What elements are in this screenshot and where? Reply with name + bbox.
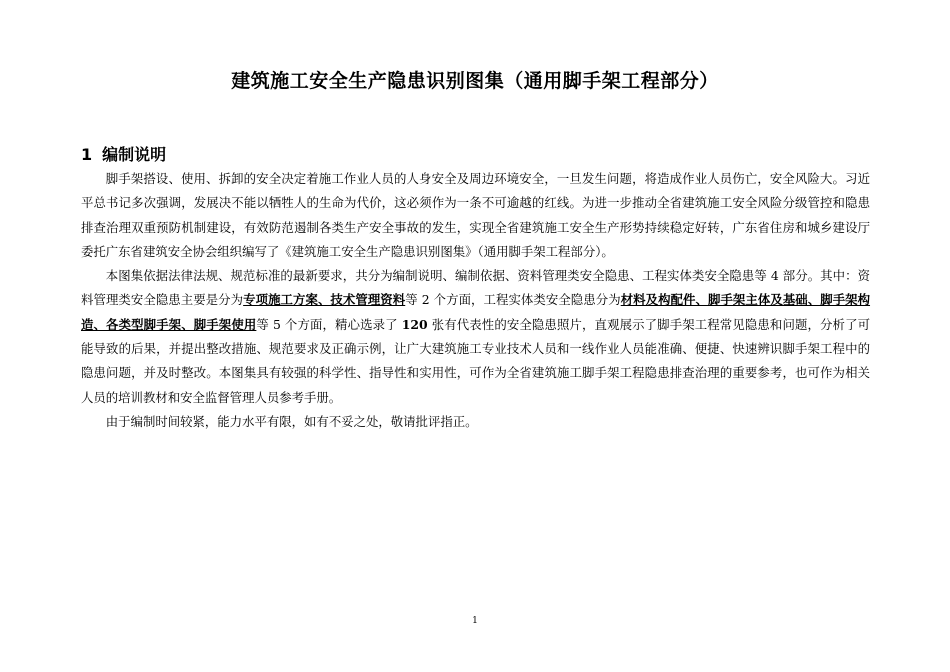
photo-count: 120 xyxy=(401,316,428,332)
section-heading xyxy=(81,142,166,165)
section-number: 1 xyxy=(81,145,93,164)
paragraph-2-text-3: 等 5 个方面，精心选录了 xyxy=(256,316,402,332)
paragraph-1: 脚手架搭设、使用、拆卸的安全决定着施工作业人员的人身安全及周边环境安全，一旦发生问题，将造成作业人员伤亡，安全风险大。习近平总书记多次强调，发展决不能以牺牲人的生命为代价，这必须作为一条不可逾越的红线。为进一步推动全省建筑施工安全风险分级管控和隐患排查治理双重预防机制建设，有效防范遏制各类生产安全事故的发生，实现全省建筑施工安全生产形势持续稳定好转，广东省住房和城乡建设厅委托广东省建筑安全协会组织编写了《建筑施工安全生产隐患识别图集》（通用脚手架工程部分）。 xyxy=(81,171,870,259)
paragraph-3: 由于编制时间较紧，能力水平有限，如有不妥之处，敬请批评指正。 xyxy=(105,413,478,429)
document-title: 建筑施工安全生产隐患识别图集（通用脚手架工程部分） xyxy=(231,70,719,92)
paragraph-2-text-4: 张有代表性的安全隐患照片，直观展示了脚手架工程常见隐患和问题，分析了可能导致的后果，并提出整改措施、规范要求及正确示例，让广大建筑施工专业技术人员和一线作业人员能准确、便捷、快速辨识脚手架工程中的隐患问题，并及时整改。本图集具有较强的科学性、指导性和实用性，可作为全省建筑施工脚手架工程隐患排查治理的重要参考，也可作为相关人员的培训教材和安全监督管理人员参考手册。 xyxy=(81,316,870,405)
page-number: 1 xyxy=(472,616,478,626)
highlight-document-categories: 专项施工方案、技术管理资料 xyxy=(243,292,406,308)
highlight-entity-categories: 材料及构配件、脚手架主体及基础、脚手架构造、各类型脚手架、脚手架使用 xyxy=(81,292,871,332)
paragraph-2-text-1: 本图集依据法律法规、规范标准的最新要求，共分为编制说明、编制依据、资料管理类安全隐患、工程实体类安全隐患等 4 部分。其中：资料管理类安全隐患主要是分为 xyxy=(81,268,870,308)
paragraph-2-text-2: 等 2 个方面，工程实体类安全隐患分为 xyxy=(405,292,621,308)
section-title: 编制说明 xyxy=(102,145,167,164)
paragraph-2 xyxy=(81,264,870,410)
body-text xyxy=(81,167,870,434)
